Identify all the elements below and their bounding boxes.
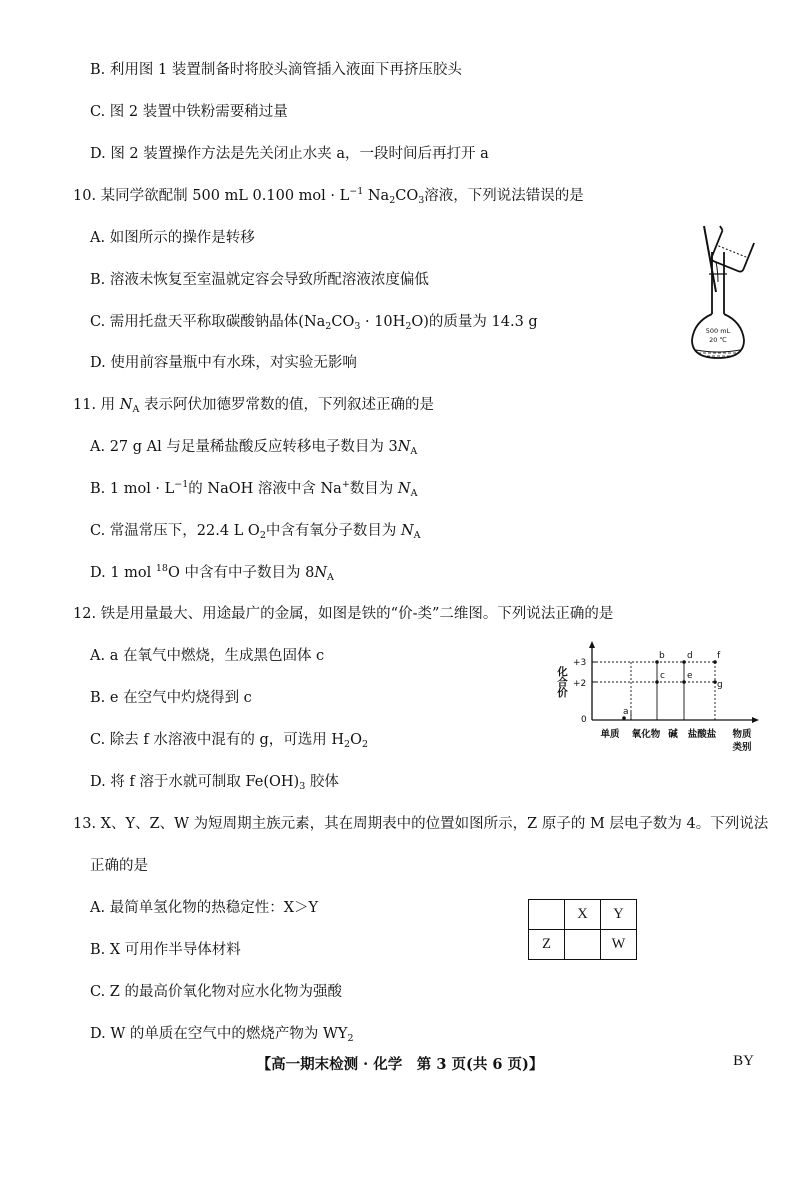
y-axis-arrow-icon [589, 641, 595, 648]
iron-valence-class-chart [556, 640, 766, 758]
volumetric-flask-figure [682, 222, 770, 362]
footer-title: 【高一期末检测 · 化学 第 3 页(共 6 页)】 [256, 1056, 544, 1073]
chart-xlabel-1: 物质 [732, 729, 752, 740]
q11-option-a: A. 27 g Al 与足量稀盐酸反应转移电子数目为 $3N_A$ [90, 439, 418, 457]
point-g-label: g [717, 680, 723, 690]
q10-option-d: D. 使用前容量瓶中有水珠，对实验无影响 [90, 355, 357, 371]
q13-option-d: D. W 的单质在空气中的燃烧产物为 $WY_2$ [90, 1026, 354, 1044]
table-cell [529, 900, 565, 930]
page-footer [0, 1053, 800, 1075]
q13-option-a: A. 最简单氢化物的热稳定性：X＞Y [90, 900, 319, 916]
q12-option-b: B. e 在空气中灼烧得到 c [90, 690, 252, 706]
point-e-label: e [687, 671, 693, 681]
q13-option-b: B. X 可用作半导体材料 [90, 942, 241, 958]
xtick-elemental: 单质 [600, 729, 620, 740]
table-row [529, 930, 637, 960]
ytick-plus2: +2 [573, 679, 587, 689]
q12-option-a: A. a 在氧气中燃烧，生成黑色固体 c [90, 648, 325, 664]
q11-option-b: B. 1 mol · $L^{-1}$的 NaOH 溶液中含 Na+数目为 $N_A$ [90, 479, 418, 499]
q13-option-c: C. Z 的最高价氧化物对应水化物为强酸 [90, 984, 342, 1000]
ytick-zero: 0 [581, 715, 587, 725]
flask-label-volume: 500 mL [705, 327, 731, 335]
point-c [655, 680, 659, 684]
point-d [682, 660, 686, 664]
table-cell: Y [601, 900, 637, 930]
q11-option-c: C. 常温常压下，22.4 L $O_2$中含有氧分子数目为 $N_A$ [90, 523, 421, 541]
q10-option-a: A. 如图所示的操作是转移 [90, 230, 255, 246]
point-a-label: a [623, 707, 629, 717]
chart-ylabel: 化合价 [556, 666, 568, 698]
q10-stem: 10. 某同学欲配制 500 mL 0.100 mol · $L^{-1}$ $Na_2CO_3$溶液，下列说法错误的是 [73, 186, 584, 206]
q13-stem-line1: 13. X、Y、Z、W 为短周期主族元素，其在周期表中的位置如图所示，Z 原子的 M 层电子数为 4。下列说法 [73, 816, 769, 832]
q9-option-d: D. 图 2 装置操作方法是先关闭止水夹 a，一段时间后再打开 a [90, 146, 489, 162]
beaker [707, 226, 755, 273]
table-cell: Z [529, 930, 565, 960]
q9-option-c: C. 图 2 装置中铁粉需要稍过量 [90, 104, 288, 120]
point-f-label: f [717, 651, 721, 661]
q10-option-c: C. 需用托盘天平称取碳酸钠晶体$(Na_2CO_3 \cdot 10H_2O)$的质量为 14.3 g [90, 314, 538, 332]
table-cell: X [565, 900, 601, 930]
point-b-label: b [659, 651, 665, 661]
q13-stem-line2: 正确的是 [90, 858, 148, 874]
table-cell: W [601, 930, 637, 960]
flask-label-temp: 20 ℃ [709, 336, 727, 344]
q10-option-b: B. 溶液未恢复至室温就定容会导致所配溶液浓度偏低 [90, 272, 429, 288]
xtick-oxide: 氧化物 [631, 729, 661, 740]
periodic-table-fragment [528, 899, 637, 960]
ytick-plus3: +3 [573, 658, 587, 668]
table-row [529, 900, 637, 930]
xtick-chloride: 盐酸盐 [687, 729, 717, 740]
xtick-base: 碱 [668, 729, 678, 740]
point-e [682, 680, 686, 684]
x-axis-arrow-icon [752, 717, 759, 723]
q12-stem: 12. 铁是用量最大、用途最广的金属，如图是铁的“价-类”二维图。下列说法正确的是 [73, 606, 614, 622]
q12-option-d: D. 将 f 溶于水就可制取 $Fe(OH)_3$ 胶体 [90, 774, 339, 792]
q12-option-c: C. 除去 f 水溶液中混有的 g，可选用 $H_2O_2$ [90, 732, 369, 750]
q9-option-b: B. 利用图 1 装置制备时将胶头滴管插入液面下再挤压胶头 [90, 62, 462, 78]
q11-stem: 11. 用 $N_A$ 表示阿伏加德罗常数的值，下列叙述正确的是 [73, 397, 434, 415]
chart-xlabel-2: 类别 [732, 742, 752, 753]
point-c-label: c [660, 671, 665, 681]
q11-option-d: D. 1 mol $^{18}$O 中含有中子数目为 $8N_A$ [90, 563, 334, 583]
footer-code: BY [733, 1053, 754, 1069]
point-d-label: d [687, 651, 693, 661]
table-cell [565, 930, 601, 960]
